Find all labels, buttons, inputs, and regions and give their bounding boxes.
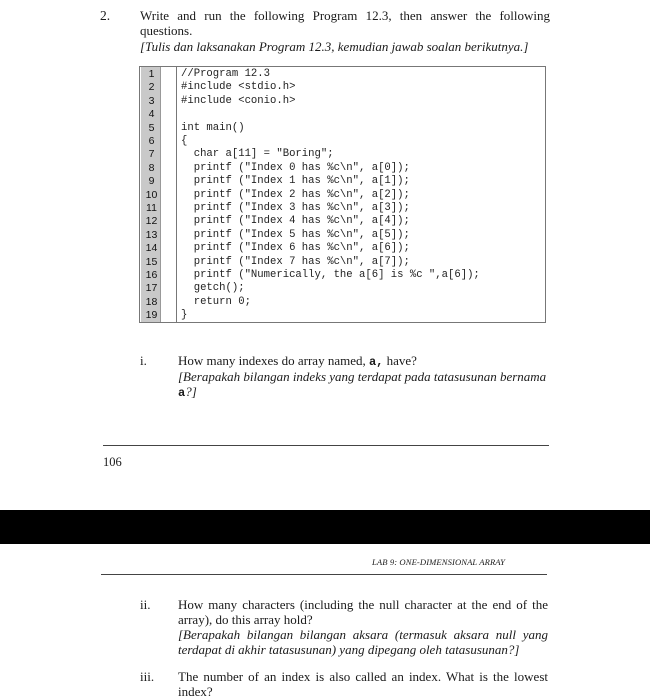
line-number: 6: [148, 135, 155, 147]
header-rule: [101, 574, 547, 575]
code-line: {: [181, 135, 188, 147]
line-number: 17: [145, 282, 158, 295]
line-number: 7: [148, 148, 155, 161]
subquestion-ii-translation-line1: [Berapakah bilangan bilangan aksara (termasuk aksara null yang: [178, 627, 548, 642]
line-number: 19: [145, 309, 158, 322]
question-text-line2: questions.: [140, 23, 193, 38]
code-line: printf ("Index 6 has %c\n", a[6]);: [181, 242, 410, 255]
subquestion-i-text: [178, 353, 417, 370]
question-translation: [Tulis dan laksanakan Program 12.3, kemudian jawab soalan berikutnya.]: [140, 39, 529, 54]
subquestion-i-translation-line2: [178, 384, 197, 401]
line-number: 15: [145, 255, 158, 268]
line-number: 2: [148, 81, 155, 94]
subquestion-iii-line2: index?: [178, 684, 213, 699]
code-line: int main(): [181, 121, 245, 134]
question-number: 2.: [100, 8, 111, 23]
subquestion-i-translation-line1: [Berapakah bilangan indeks yang terdapat pada tatasusunan bernama: [178, 369, 547, 384]
answer-divider: [103, 445, 549, 446]
page-number: 106: [103, 455, 122, 469]
code-line: printf ("Index 7 has %c\n", a[7]);: [181, 255, 410, 268]
line-number: 13: [145, 228, 158, 241]
line-number: 16: [145, 269, 158, 281]
subquestion-i-translation-end: ?]: [185, 384, 197, 399]
line-number: 4: [148, 108, 155, 121]
line-number: 14: [145, 242, 158, 255]
code-line: printf ("Numerically, the a[6] is %c ",a[6]);: [181, 269, 480, 281]
line-number: 11: [146, 202, 157, 214]
line-number: 8: [148, 161, 155, 174]
subquestion-ii-label: ii.: [140, 597, 151, 612]
subquestion-i-text-after: have?: [386, 353, 417, 368]
code-line: char a[11] = "Boring";: [181, 148, 334, 161]
line-number: 1: [148, 68, 155, 80]
subquestion-i-code-term: a,: [368, 355, 384, 369]
code-line: #include <stdio.h>: [181, 81, 296, 94]
line-number: 3: [148, 94, 155, 107]
code-line: #include <conio.h>: [181, 94, 296, 107]
code-line: //Program 12.3: [181, 68, 271, 80]
line-number: 5: [148, 121, 155, 134]
subquestion-i-text-before: How many indexes do array named,: [178, 353, 366, 368]
subquestion-ii-translation-line2: terdapat di akhir tatasusunan) yang dipegang oleh tatasusunan?]: [178, 642, 520, 657]
code-line: printf ("Index 2 has %c\n", a[2]);: [181, 188, 410, 201]
question-text-line1: Write and run the following Program 12.3, then answer the following: [140, 8, 550, 23]
code-line: return 0;: [181, 295, 251, 308]
line-number: 9: [148, 175, 155, 188]
code-line: getch();: [181, 282, 245, 295]
line-number: 18: [145, 295, 158, 308]
line-number: 12: [145, 215, 158, 228]
code-line: }: [181, 309, 188, 322]
subquestion-ii-line2: array), do this array hold?: [178, 612, 313, 627]
line-number: 10: [145, 188, 158, 201]
code-line: printf ("Index 3 has %c\n", a[3]);: [181, 202, 410, 214]
subquestion-iii-label: iii.: [140, 669, 155, 684]
code-line: printf ("Index 5 has %c\n", a[5]);: [181, 228, 410, 241]
page-bottom: [0, 544, 650, 700]
line-number-gutter: [140, 67, 177, 322]
subquestion-i-label: i.: [140, 353, 147, 368]
code-line: printf ("Index 4 has %c\n", a[4]);: [181, 215, 410, 228]
subquestion-i-translation-code: a: [178, 386, 186, 400]
code-line: printf ("Index 1 has %c\n", a[1]);: [181, 175, 410, 188]
code-listing: [139, 66, 546, 323]
page-gap: [0, 510, 650, 544]
code-line: printf ("Index 0 has %c\n", a[0]);: [181, 161, 410, 174]
subquestion-ii-line1: How many characters (including the null character at the end of the: [178, 597, 548, 612]
line-number-column: [141, 67, 161, 322]
running-header: LAB 9: ONE-DIMENSIONAL ARRAY: [372, 557, 506, 567]
subquestion-iii-line1: The number of an index is also called an index. What is the lowest: [178, 669, 548, 684]
